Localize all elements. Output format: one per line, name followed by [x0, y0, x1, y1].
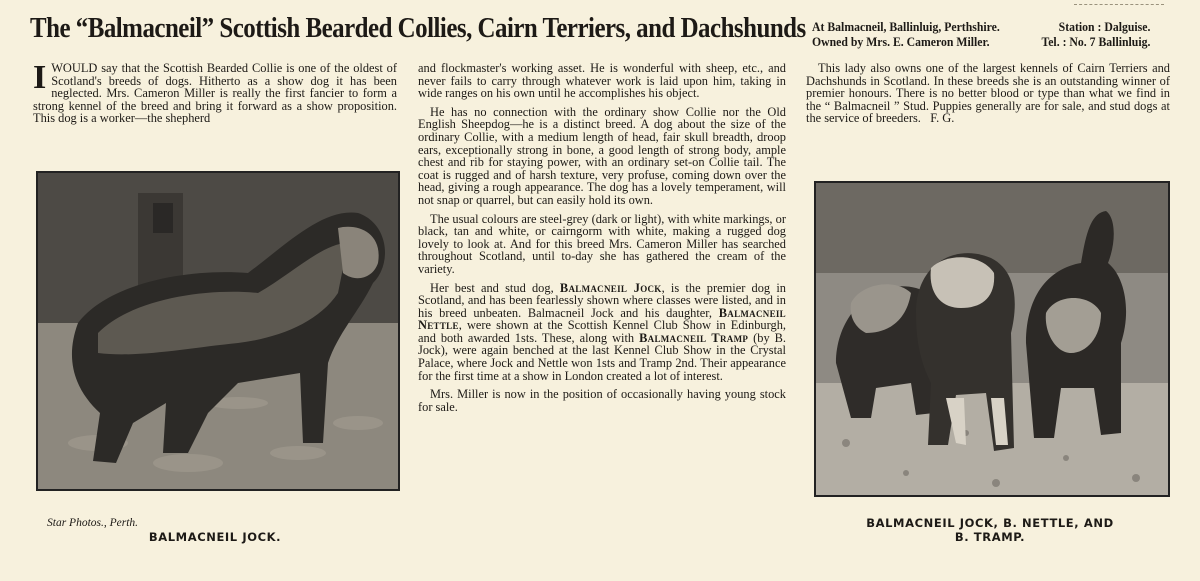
address: At Balmacneil, Ballinluig, Perthshire.: [812, 20, 1000, 34]
article-column-2: [418, 62, 786, 419]
photo-three-dogs: [814, 181, 1170, 497]
dog-name: Balmacneil Nettle: [418, 305, 786, 333]
drop-cap: I: [33, 59, 47, 96]
paragraph: and flockmaster's working asset. He is wonderful with sheep, etc., and never fails to carry through whatever work is laid upon him, taking in wide ranges on his own until he accomplishes his object.: [418, 61, 786, 101]
paragraph: This lady also owns one of the largest kennels of Cairn Terriers and Dachshunds in Scotland. In these breeds she is an outstanding winner of premier honours. There is no better blood or type than what we find in the “ Balmacneil ” Stud. Puppies generally are for sale, and stud dogs at the service of breeders. F. G.: [806, 61, 1170, 126]
kennel-info: [812, 20, 1150, 50]
paragraph: The usual colours are steel-grey (dark or light), with white markings, or black, tan and white, or cairngorm with white, making a rugged dog lovely to look at. And for this breed Mrs. Cameron Miller has searched throughout Scotland, until to-day she has gathered the cream of the variety.: [418, 211, 786, 276]
photo-credit: Star Photos., Perth.: [47, 517, 139, 529]
author-initials: F. G.: [930, 111, 955, 126]
photo1-caption: BALMACNEIL JOCK.: [148, 530, 282, 544]
intro-paragraph: IWOULD say that the Scottish Bearded Collie is one of the oldest of Scotland's breeds of dogs. Hitherto as a show dog it has been neglected. Mrs. Cameron Miller is really the first fancier to form a strong kennel of the breed and bring it forward as a show proposition. This dog is a worker—the shepherd: [33, 59, 397, 126]
paragraph: Mrs. Miller is now in the position of occasionally having young stock for sale.: [418, 387, 786, 414]
photo2-caption: BALMACNEIL JOCK, B. NETTLE, AND B. TRAMP.: [866, 516, 1114, 544]
page-title: The “Balmacneil” Scottish Bearded Collies, Cairn Terriers, and Dachshunds: [30, 12, 806, 44]
paragraph: He has no connection with the ordinary show Collie nor the Old English Sheepdog—he is a distinct breed. A dog about the size of the ordinary Collie, with a medium length of head, fair skull breadth, droop ears, exceptionally strong in bone, a good length of strong body, ample chest and rib for staying power, with an ordinary set-on Collie tail. The coat is rugged and of harsh texture, very profuse, coming down over the head, giving a rough appearance. The dog has a lovely temperament, will not snap or quarrel, but can easily hold its own.: [418, 104, 786, 207]
article-column-1: [33, 59, 397, 131]
dog-name: Balmacneil Jock: [559, 280, 662, 295]
station: Station : Dalguise.: [1058, 20, 1151, 34]
paragraph-stud-dog: Her best and stud dog, Balmacneil Jock, is the premier dog in Scotland, and has been fearlessly shown where classes were listed, and in his breed unbeaten. Balmacneil Jock and his daughter, Balmacneil Nettle, were shown at the Scottish Kennel Club Show in Edinburgh, and both awarded 1sts. These, along with Balmacneil Tramp (by B. Jock), were again benched at the last Kennel Club Show in the Crystal Palace, where Jock and Nettle won 1sts and Tramp 2nd. Their appearance for the first time at a show in London created a lot of interest.: [418, 280, 786, 383]
owner: Owned by Mrs. E. Cameron Miller.: [812, 35, 990, 49]
three-collies-photo: [816, 183, 1168, 495]
bearded-collie-photo: [38, 173, 398, 489]
article-column-3: [806, 62, 1170, 131]
photo-balmacneil-jock: [36, 171, 400, 491]
masthead: [0, 0, 1200, 58]
dog-name: Balmacneil Tramp: [639, 330, 749, 345]
telephone: Tel. : No. 7 Ballinluig.: [1041, 35, 1151, 49]
